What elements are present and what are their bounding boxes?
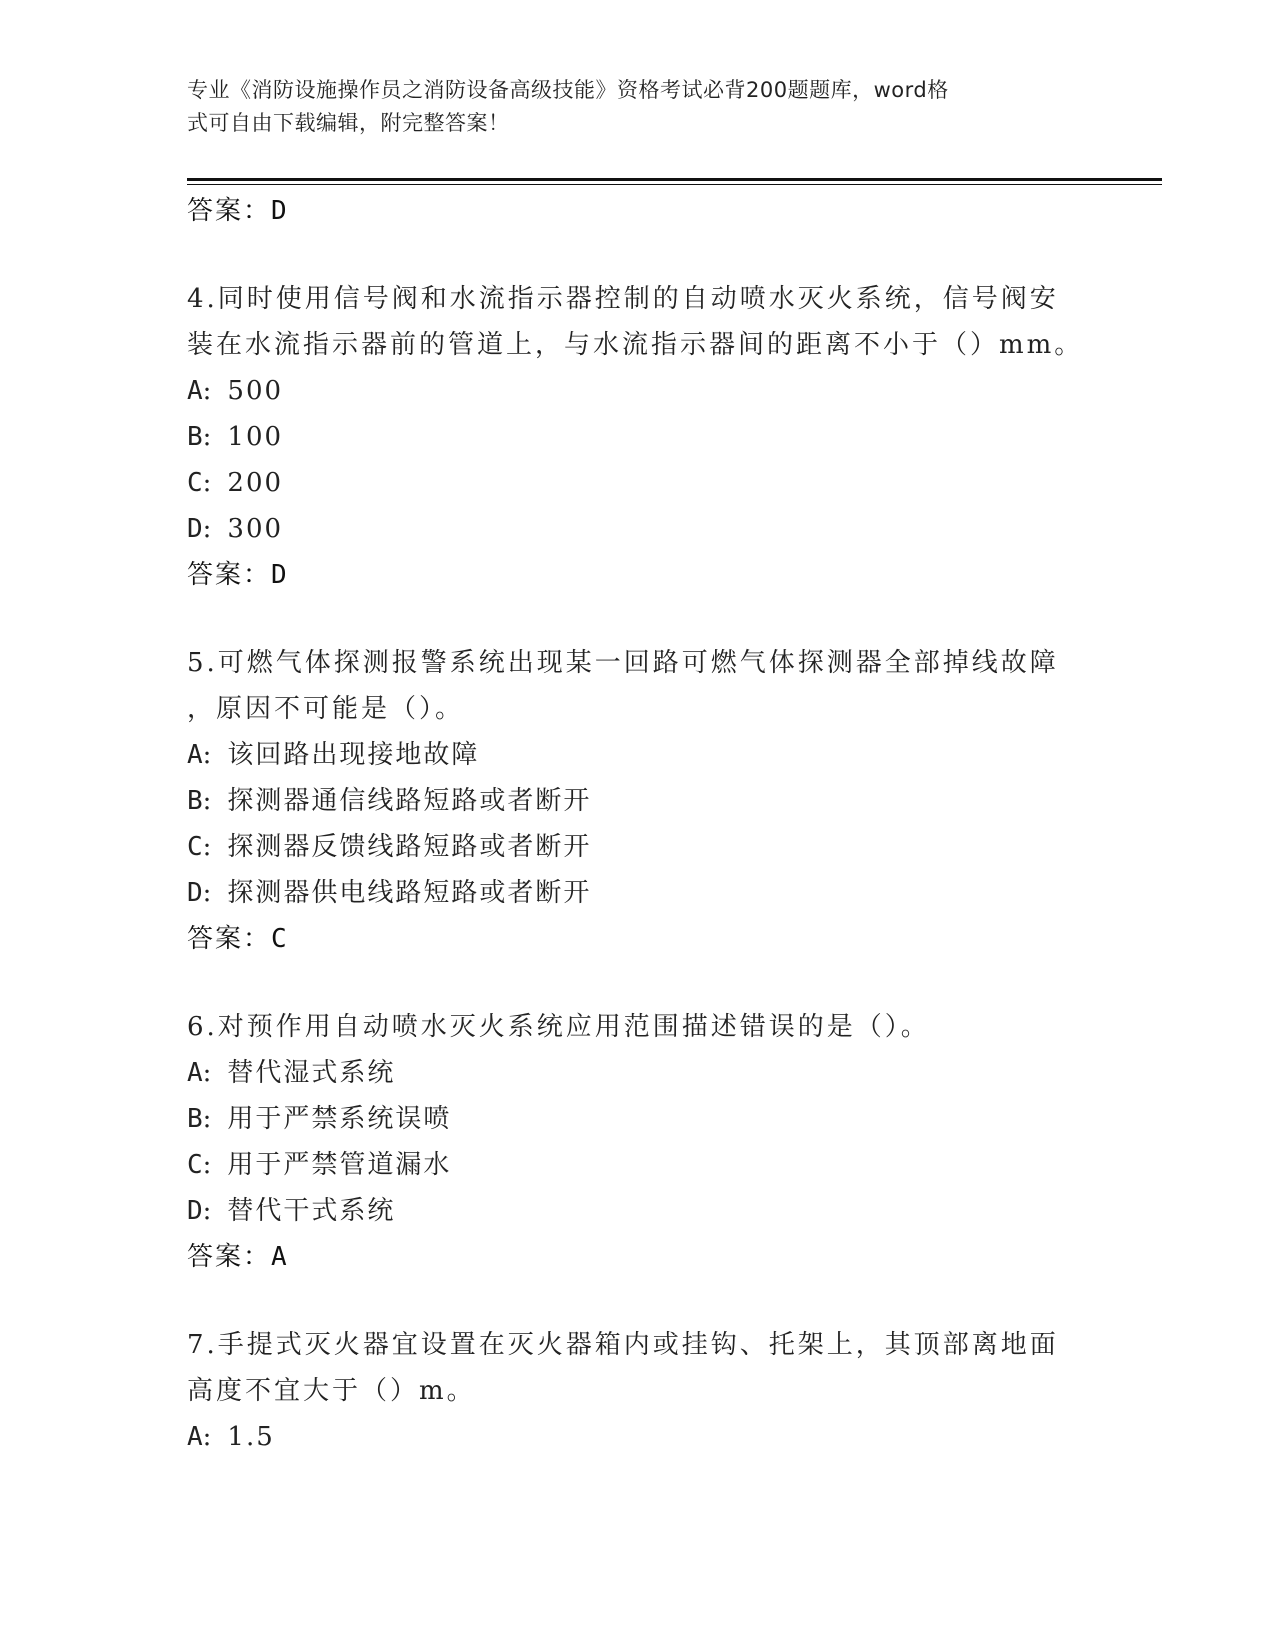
option-letter: A: [187, 740, 203, 770]
option-letter: C: [187, 1150, 203, 1180]
option-text: 300: [227, 514, 284, 544]
answer-value: C: [271, 924, 287, 954]
option-d: D: 探测器供电线路短路或者断开: [187, 878, 592, 908]
option-text: 替代干式系统: [227, 1196, 396, 1226]
answer-line: [187, 916, 1127, 962]
option-text: 替代湿式系统: [227, 1058, 396, 1088]
option-text: 用于严禁管道漏水: [227, 1150, 452, 1180]
question-text-line: ，原因不可能是（）。: [187, 694, 465, 724]
spacer: [187, 1280, 1127, 1322]
option-a: A: 500: [187, 376, 284, 406]
answer-line: [187, 552, 1127, 598]
option-text: 探测器通信线路短路或者断开: [227, 786, 592, 816]
question-text-line: 6.对预作用自动喷水灭火系统应用范围描述错误的是（）。: [187, 1012, 930, 1042]
answer-label: 答案：: [187, 196, 272, 226]
option-a: A: 该回路出现接地故障: [187, 740, 480, 770]
document-body: [187, 188, 1127, 1460]
header-line-1: 专业《消防设施操作员之消防设备高级技能》资格考试必背200题题库，word格: [187, 78, 949, 102]
option-letter: A: [187, 1422, 203, 1452]
answer-label: 答案：: [187, 560, 272, 590]
option-letter: D: [187, 514, 203, 544]
answer-value: D: [271, 560, 287, 590]
option-letter: D: [187, 878, 203, 908]
answer-value: D: [271, 196, 287, 226]
option-text: 该回路出现接地故障: [227, 740, 480, 770]
option-c: C: 探测器反馈线路短路或者断开: [187, 832, 592, 862]
option-b: B: 100: [187, 422, 284, 452]
option-c: C: 用于严禁管道漏水: [187, 1150, 452, 1180]
header-line-2: 式可自由下载编辑，附完整答案！: [187, 111, 510, 135]
question-text-line: 装在水流指示器前的管道上，与水流指示器间的距离不小于（）mm。: [187, 330, 1084, 360]
option-c: C: 200: [187, 468, 284, 498]
option-d: D: 300: [187, 514, 284, 544]
spacer: [187, 962, 1127, 1004]
option-d: D: 替代干式系统: [187, 1196, 396, 1226]
option-letter: B: [187, 422, 203, 452]
question-text-line: 7.手提式灭火器宜设置在灭火器箱内或挂钩、托架上，其顶部离地面: [187, 1330, 1059, 1360]
header-rule-thin: [187, 184, 1162, 185]
question-text-line: 5.可燃气体探测报警系统出现某一回路可燃气体探测器全部掉线故障: [187, 648, 1059, 678]
option-a: A: 1.5: [187, 1422, 275, 1452]
option-b: B: 探测器通信线路短路或者断开: [187, 786, 592, 816]
answer-label: 答案：: [187, 1242, 272, 1272]
option-text: 200: [227, 468, 284, 498]
question-block: [187, 1004, 1127, 1280]
question-text-line: 高度不宜大于（）m。: [187, 1376, 476, 1406]
question-block: [187, 276, 1127, 598]
document-header: [187, 74, 1067, 140]
answer-line: [187, 1234, 1127, 1280]
option-letter: B: [187, 786, 203, 816]
option-letter: D: [187, 1196, 203, 1226]
option-b: B: 用于严禁系统误喷: [187, 1104, 452, 1134]
option-letter: C: [187, 832, 203, 862]
option-text: 探测器反馈线路短路或者断开: [227, 832, 592, 862]
option-letter: C: [187, 468, 203, 498]
question-block: [187, 1322, 1127, 1460]
option-text: 用于严禁系统误喷: [227, 1104, 452, 1134]
spacer: [187, 234, 1127, 276]
option-a: A: 替代湿式系统: [187, 1058, 396, 1088]
answer-label: 答案：: [187, 924, 272, 954]
option-text: 探测器供电线路短路或者断开: [227, 878, 592, 908]
option-text: 500: [227, 376, 284, 406]
option-letter: A: [187, 376, 203, 406]
answer-line: [187, 188, 1127, 234]
question-text-line: 4.同时使用信号阀和水流指示器控制的自动喷水灭火系统，信号阀安: [187, 284, 1059, 314]
spacer: [187, 598, 1127, 640]
option-text: 100: [227, 422, 284, 452]
answer-value: A: [271, 1242, 287, 1272]
header-rule-thick: [187, 178, 1162, 181]
option-letter: A: [187, 1058, 203, 1088]
option-letter: B: [187, 1104, 203, 1134]
question-block: [187, 640, 1127, 962]
option-text: 1.5: [227, 1422, 275, 1452]
